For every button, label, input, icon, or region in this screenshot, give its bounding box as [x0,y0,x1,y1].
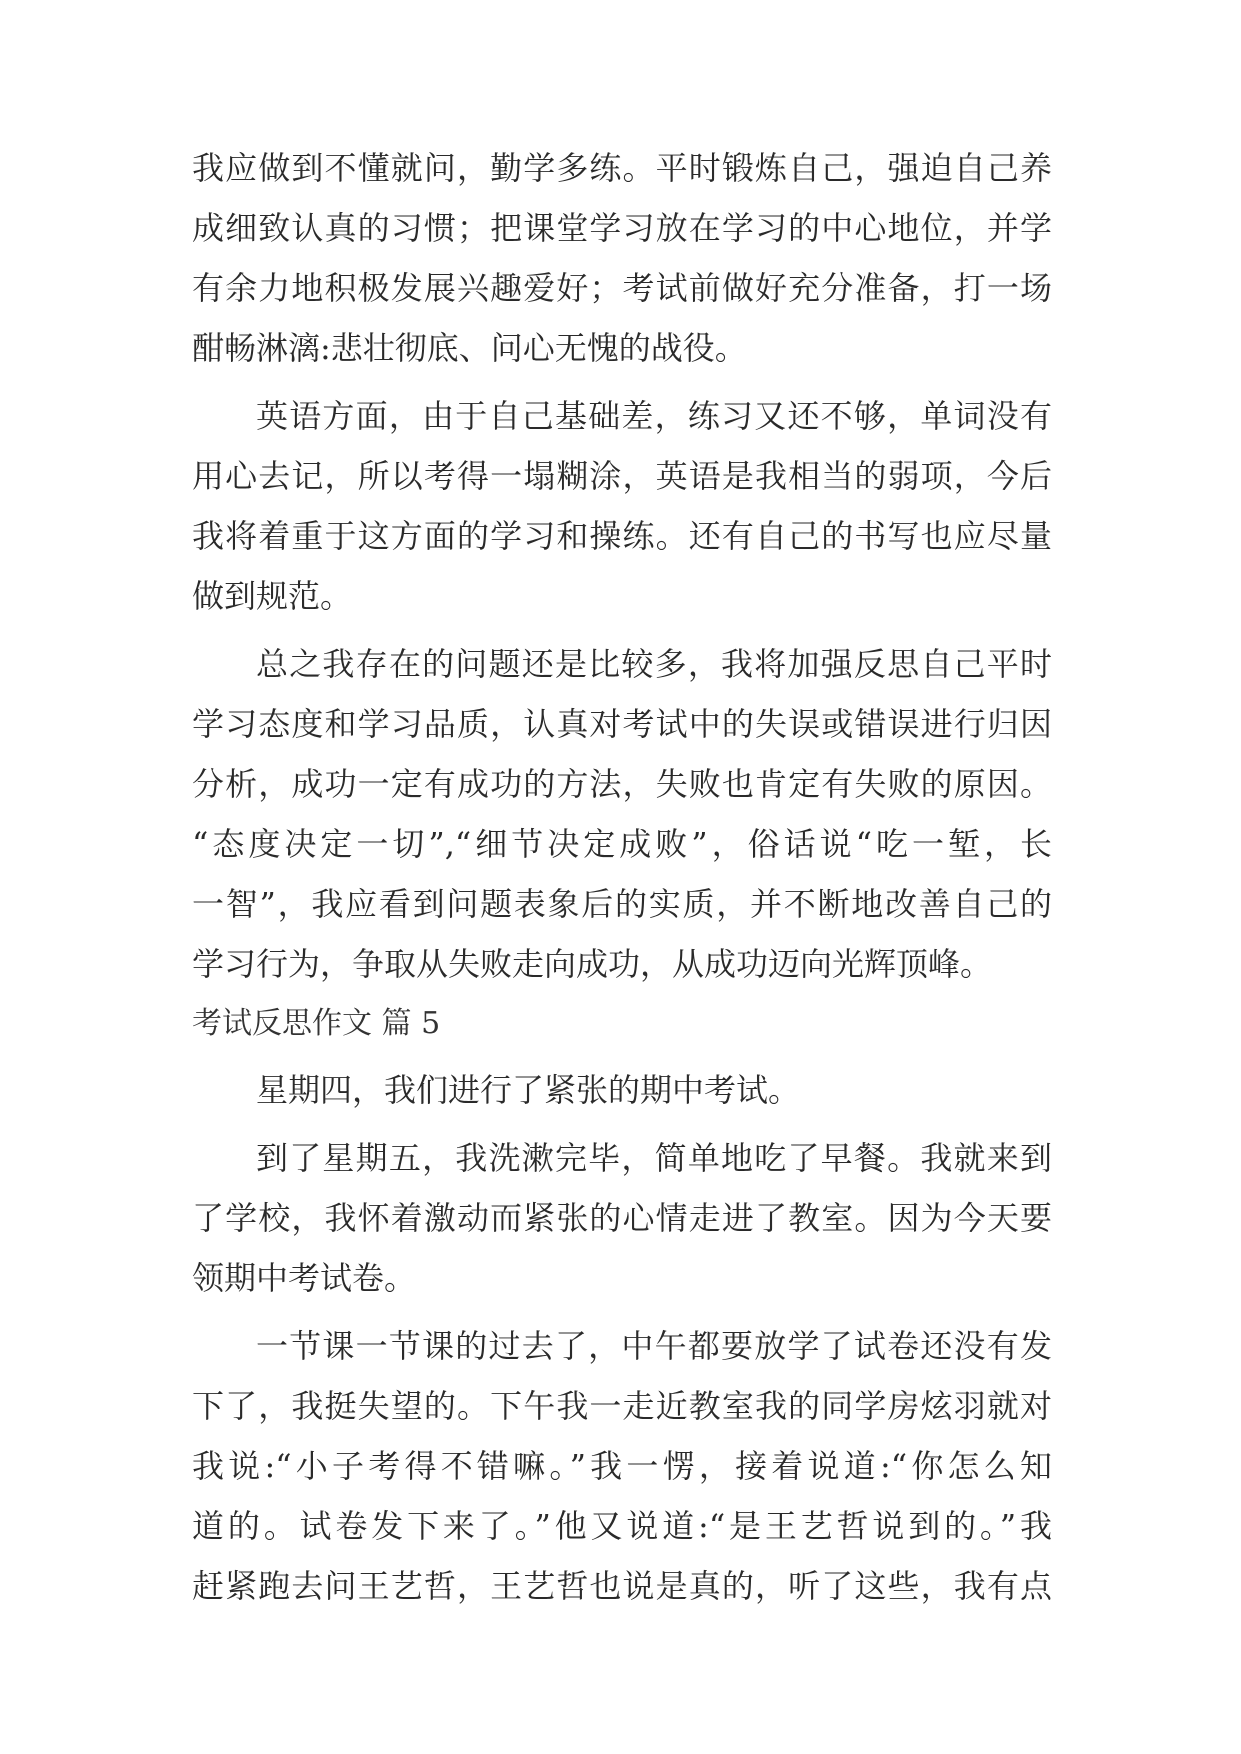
paragraph-first-line: 总之我存在的问题还是比较多，我将加强反思自己平时 [256,645,1052,683]
paragraph-first-line: 英语方面，由于自己基础差，练习又还不够，单词没有 [256,397,1052,435]
text-line: 成细致认真的习惯；把课堂学习放在学习的中心地位，并学 [192,209,1052,247]
paragraph-first-line: 星期四，我们进行了紧张的期中考试。 [256,1071,801,1109]
text-line: 我将着重于这方面的学习和操练。还有自己的书写也应尽量 [192,517,1052,555]
text-line: 我应做到不懂就问，勤学多练。平时锻炼自己，强迫自己养 [192,149,1052,187]
text-line: 做到规范。 [192,577,353,615]
text-line: 酣畅淋漓:悲壮彻底、问心无愧的战役。 [192,329,747,367]
text-line: 赶紧跑去问王艺哲，王艺哲也说是真的，听了这些，我有点 [192,1567,1052,1605]
text-line: 我说:“小子考得不错嘛。”我一愣，接着说道:“你怎么知 [192,1447,1052,1485]
text-line: 学习态度和学习品质，认真对考试中的失误或错误进行归因 [192,705,1052,743]
text-line: 用心去记，所以考得一塌糊涂，英语是我相当的弱项，今后 [192,457,1052,495]
text-line: 道的。试卷发下来了。”他又说道:“是王艺哲说到的。”我 [192,1507,1052,1545]
paragraph-first-line: 一节课一节课的过去了，中午都要放学了试卷还没有发 [256,1327,1052,1365]
text-line: 领期中考试卷。 [192,1259,417,1297]
text-line: 下了，我挺失望的。下午我一走近教室我的同学房炫羽就对 [192,1387,1052,1425]
text-line: 学习行为，争取从失败走向成功，从成功迈向光辉顶峰。 [192,945,993,983]
section-heading: 考试反思作文 篇 5 [192,1006,441,1041]
text-line: 一智”，我应看到问题表象后的实质，并不断地改善自己的 [192,885,1052,923]
text-line: 有余力地积极发展兴趣爱好；考试前做好充分准备，打一场 [192,269,1052,307]
text-line: 了学校，我怀着激动而紧张的心情走进了教室。因为今天要 [192,1199,1052,1237]
text-line: “态度决定一切”,“细节决定成败”，俗话说“吃一堑，长 [192,825,1052,863]
text-line: 分析，成功一定有成功的方法，失败也肯定有失败的原因。 [192,765,1052,803]
paragraph-first-line: 到了星期五，我洗漱完毕，简单地吃了早餐。我就来到 [256,1139,1052,1177]
